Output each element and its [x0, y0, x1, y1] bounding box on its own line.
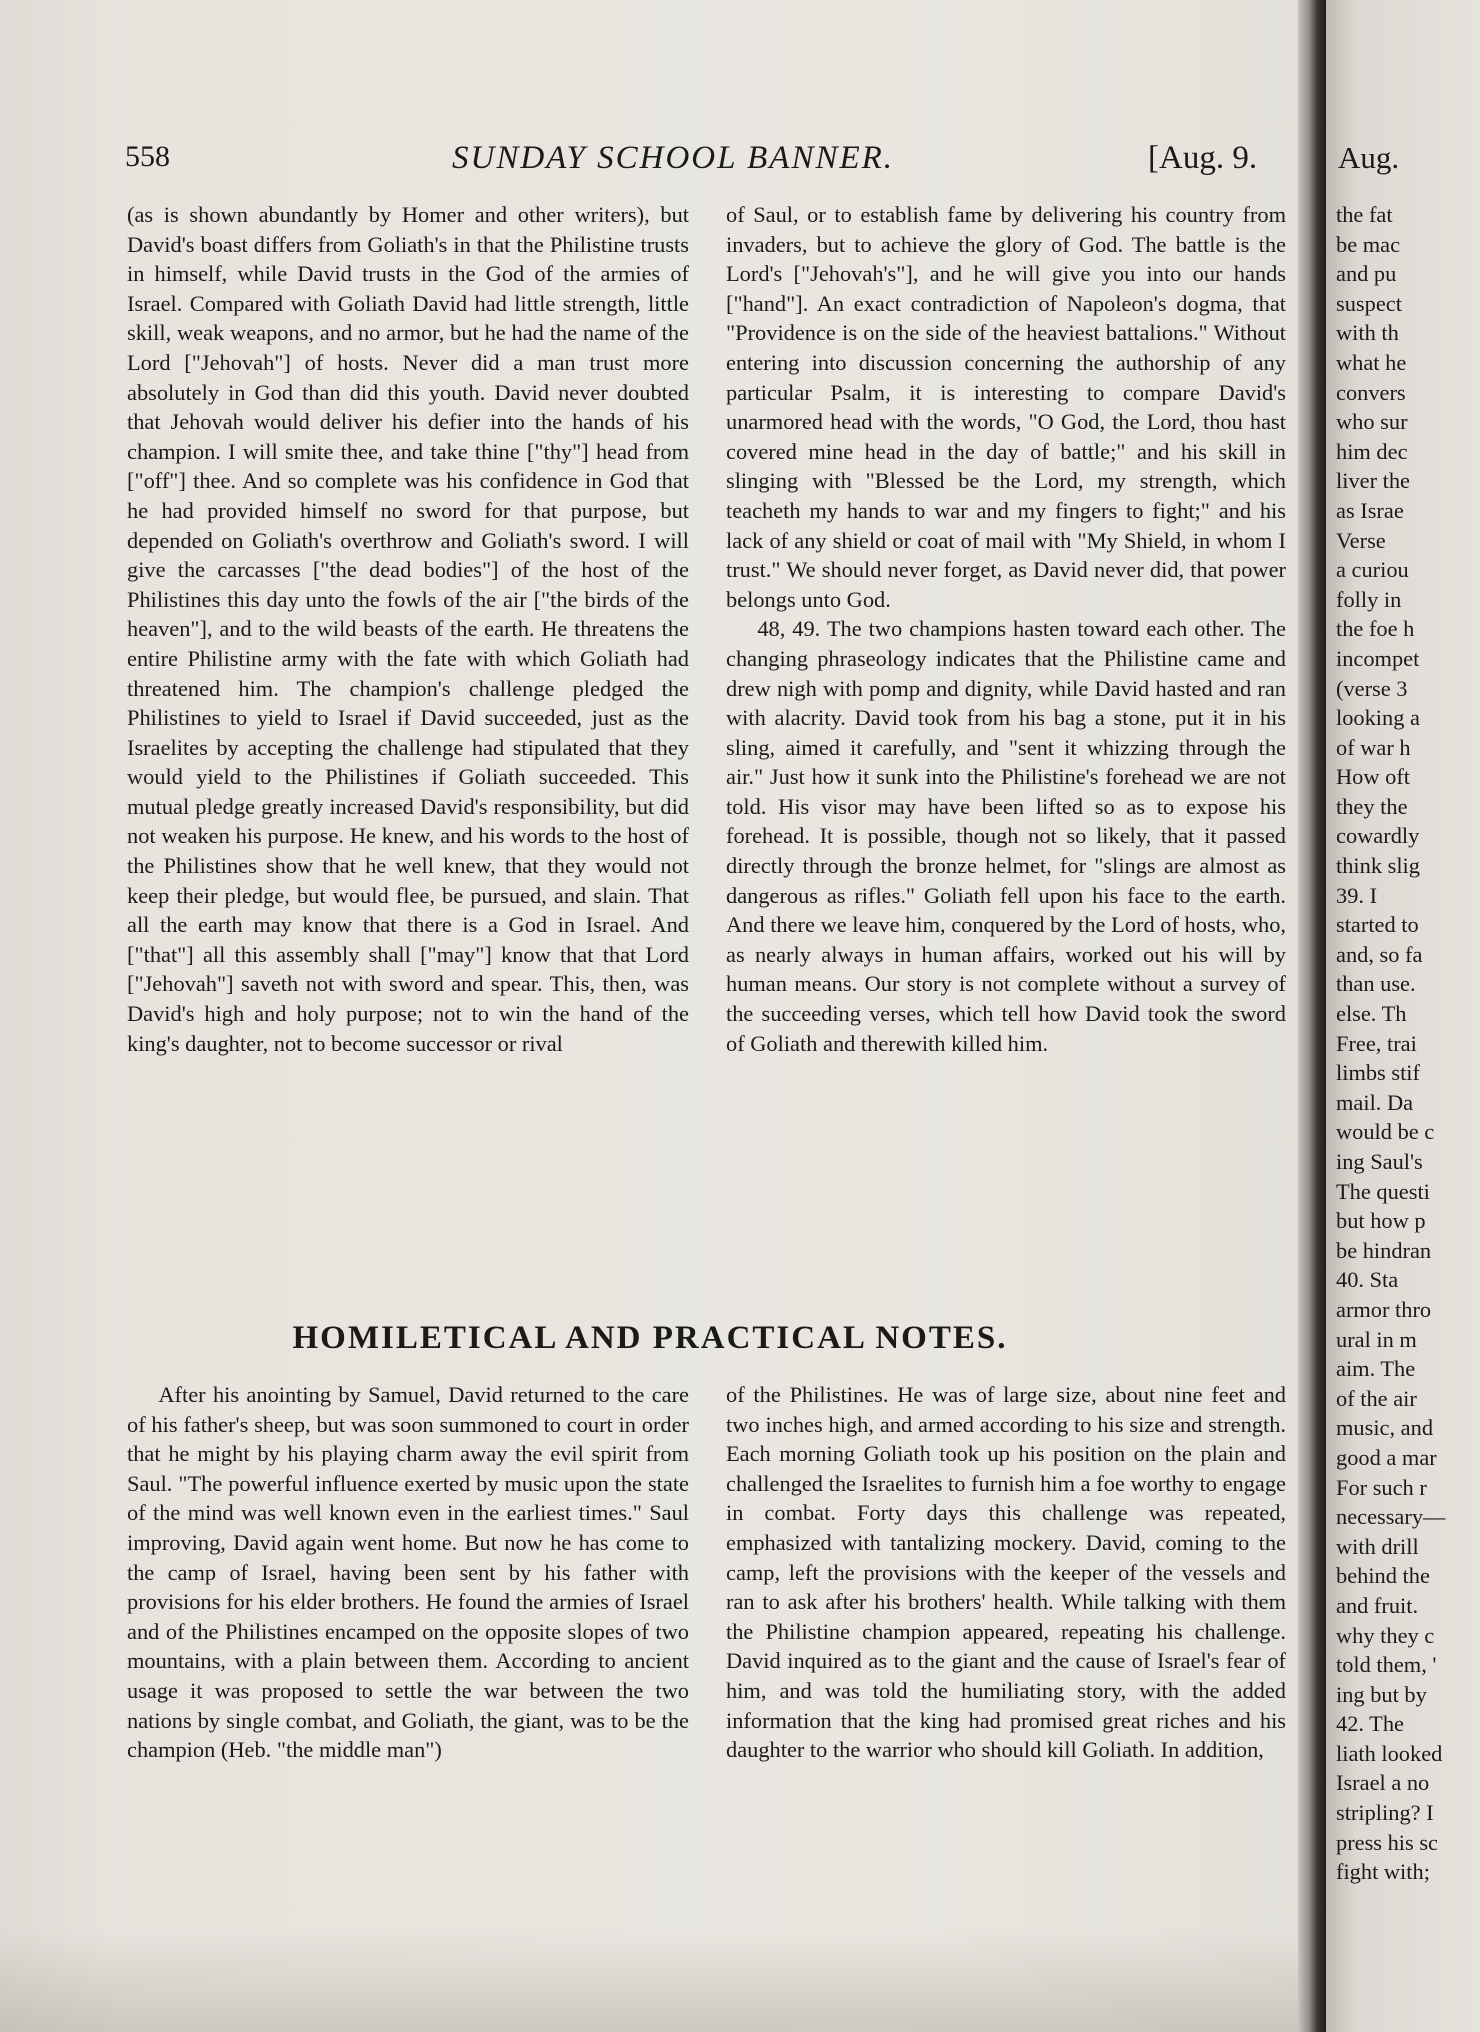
right-page-line: and fruit.	[1336, 1592, 1419, 1618]
right-page-line: good a mar	[1336, 1444, 1437, 1470]
right-page-line: with th	[1336, 320, 1399, 346]
right-page-line: convers	[1336, 379, 1406, 405]
right-page-line: be hindran	[1336, 1237, 1432, 1263]
right-page-line: and, so fa	[1336, 941, 1423, 967]
right-page-line: cowardly	[1336, 823, 1420, 849]
column-3	[127, 1380, 689, 1765]
page-date: [Aug. 9.	[1148, 140, 1258, 176]
column-1	[127, 200, 689, 1058]
right-page-line: Free, trai	[1336, 1030, 1417, 1056]
right-page-line: incompet	[1336, 645, 1420, 671]
right-page-line: 42. The	[1336, 1711, 1404, 1737]
right-page-line: why they c	[1336, 1622, 1435, 1648]
right-page-line: fight with;	[1336, 1859, 1430, 1885]
right-page-line: aim. The	[1336, 1356, 1416, 1382]
column-2-paragraph-2: 48, 49. The two champions hasten toward each other. The changing phraseology indicates that the Philistine came and drew nigh with pomp and dignity, while David hasted and ran with alacrity. David took from his bag a stone, put it in his sling, aimed it carefully, and "sent it whizzing through the air." Just how it sunk into the Philistine's forehead we are not told. His visor may have been lifted so as to expose his forehead. It is possible, though not so likely, that it passed directly through the bronze helmet, for "slings are almost as dangerous as rifles." Goliath fell upon his face to the earth. And there we leave him, conquered by the Lord of hosts, who, as nearly always in human affairs, worked out his will by human means. Our story is not complete without a survey of the succeeding verses, which tell how David took the sword of Goliath and therewith killed him.	[726, 616, 1286, 1056]
column-2	[726, 200, 1286, 1058]
right-page-line: Israel a no	[1336, 1770, 1430, 1796]
column-2-paragraph-1: of Saul, or to establish fame by delivering his country from invaders, but to achieve the glory of God. The battle is the Lord's ["Jehovah's"], and he will give you into our hands ["hand"]. An exact contradiction of Napoleon's dogma, that "Providence is on the side of the heaviest battalions." Without entering into discussion concerning the authorship of any particular Psalm, it is interesting to compare David's unarmored head with the words, "O God, the Lord, thou hast covered mine head in the day of battle;" and his skill in slinging with "Blessed be the Lord, my strength, which teacheth my hands to war and my fingers to fight;" and his lack of any shield or coat of mail with "My Shield, in whom I trust." We should never forget, as David never did, that power belongs unto God.	[726, 202, 1286, 612]
page-bottom-shadow	[0, 1930, 1300, 2032]
right-page-line: than use.	[1336, 971, 1416, 997]
column-4-text: of the Philistines. He was of large size, about nine feet and two inches high, and armed according to his size and strength. Each morning Goliath took up his position on the plain and challenged the Israelites to furnish him a foe worthy to engage in combat. Forty days this challenge was repeated, emphasized with tantalizing mockery. David, coming to the camp, left the provisions with the keeper of the vessels and ran to ask after his brothers' health. While talking with them the Philistine champion appeared, repeating his challenge. David inquired as to the giant and the cause of Israel's fear of him, and was told the humiliating story, with the added information that the king had promised great riches and his daughter to the warrior who should kill Goliath. In addition,	[726, 1382, 1286, 1763]
right-page-line: as Israe	[1336, 497, 1404, 523]
right-page-line: liath looked	[1336, 1740, 1443, 1766]
column-1-text: (as is shown abundantly by Homer and other writers), but David's boast differs from Goliath's in that the Philistine trusts in himself, while David trusts in the God of the armies of Israel. Compared with Goliath David had little strength, little skill, weak weapons, and no armor, but he had the name of the Lord ["Jehovah"] of hosts. Never did a man trust more absolutely in God than did this youth. David never doubted that Jehovah would deliver his defier into the hands of his champion. I will smite thee, and take thine ["thy"] head from ["off"] thee. And so complete was his confidence in God that he had provided himself no sword for that purpose, but depended on Goliath's overthrow and Goliath's sword. I will give the carcasses ["the dead bodies"] of the host of the Philistines this day unto the fowls of the air ["the birds of the heaven"], and to the wild beasts of the earth. He threatens the entire Philistine army with the fate with which Goliath had threatened him. The champion's challenge pledged the Philistines to yield to Israel if David succeeded, just as the Israelites by accepting the challenge had stipulated that they would yield to the Philistines if Goliath succeeded. This mutual pledge greatly increased David's responsibility, but did not weaken his purpose. He knew, and his words to the host of the Philistines show that he well knew, that they would not keep their pledge, but would flee, be pursued, and slain. That all the earth may know that there is a God in Israel. And ["that"] all this assembly shall ["may"] know that that Lord ["Jehovah"] saveth not with sword and spear. This, then, was David's high and holy purpose; not to win the hand of the king's daughter, not to become successor or rival	[127, 202, 689, 1056]
right-page-line: (verse 3	[1336, 675, 1408, 701]
right-page-line: of the air	[1336, 1385, 1417, 1411]
right-page-line: ing but by	[1336, 1681, 1427, 1707]
right-page-line: mail. Da	[1336, 1089, 1414, 1115]
right-page-line: armor thro	[1336, 1296, 1432, 1322]
right-page-line: music, and	[1336, 1415, 1434, 1441]
right-page-line: be mac	[1336, 231, 1401, 257]
right-page-column	[1336, 200, 1480, 1887]
book-gutter	[1298, 0, 1326, 2032]
right-page-line: folly in	[1336, 586, 1402, 612]
page-number: 558	[125, 140, 170, 173]
right-page-line: the foe h	[1336, 616, 1415, 642]
right-page-line: behind the	[1336, 1563, 1430, 1589]
right-page-line: think slig	[1336, 853, 1420, 879]
right-page-line: they the	[1336, 793, 1408, 819]
right-page-header: Aug.	[1338, 140, 1400, 175]
notes-heading: HOMILETICAL AND PRACTICAL NOTES.	[292, 1320, 1008, 1356]
right-page-line: 39. I	[1336, 882, 1378, 908]
right-page-line: who sur	[1336, 409, 1408, 435]
right-page-line: would be c	[1336, 1119, 1435, 1145]
right-page-line: Verse	[1336, 527, 1386, 553]
right-page-line: him dec	[1336, 438, 1408, 464]
right-page-line: the fat	[1336, 202, 1393, 227]
right-page-line: and pu	[1336, 261, 1397, 287]
right-page-line: limbs stif	[1336, 1060, 1420, 1086]
right-page-line: started to	[1336, 912, 1419, 938]
right-page-line: liver the	[1336, 468, 1410, 494]
right-page-line: For such r	[1336, 1474, 1427, 1500]
right-page-line: The questi	[1336, 1178, 1430, 1204]
right-page-line: told them, '	[1336, 1652, 1437, 1678]
right-page-line: necessary—	[1336, 1504, 1446, 1530]
right-page-line: How oft	[1336, 764, 1411, 790]
right-page-line: 40. Sta	[1336, 1267, 1399, 1293]
right-page-line: a curiou	[1336, 557, 1409, 583]
right-page-line: press his sc	[1336, 1829, 1438, 1855]
right-page-line: stripling? I	[1336, 1800, 1434, 1826]
column-4	[726, 1380, 1286, 1765]
right-page-line: suspect	[1336, 290, 1402, 316]
right-page-line: looking a	[1336, 705, 1420, 731]
right-page-line: with drill	[1336, 1533, 1419, 1559]
right-page-line: what he	[1336, 349, 1407, 375]
right-page-line: of war h	[1336, 734, 1411, 760]
right-page-line: but how p	[1336, 1208, 1426, 1234]
column-3-text: After his anointing by Samuel, David returned to the care of his father's sheep, but was soon summoned to court in order that he might by his playing charm away the evil spirit from Saul. "The powerful influence exerted by music upon the state of the mind was well known even in the earliest times." Saul improving, David again went home. But now he has come to the camp of Israel, having been sent by his father with provisions for his elder brothers. He found the armies of Israel and of the Philistines encamped on the opposite slopes of two mountains, with a plain between them. According to ancient usage it was proposed to settle the war between the two nations by single combat, and Goliath, the giant, was to be the champion (Heb. "the middle man")	[127, 1382, 689, 1763]
page-title: SUNDAY SCHOOL BANNER.	[452, 140, 895, 176]
right-page-line: ural in m	[1336, 1326, 1417, 1352]
right-page-line: ing Saul's	[1336, 1149, 1423, 1174]
right-page-edge	[1326, 0, 1480, 2032]
right-page-line: else. Th	[1336, 1001, 1407, 1027]
